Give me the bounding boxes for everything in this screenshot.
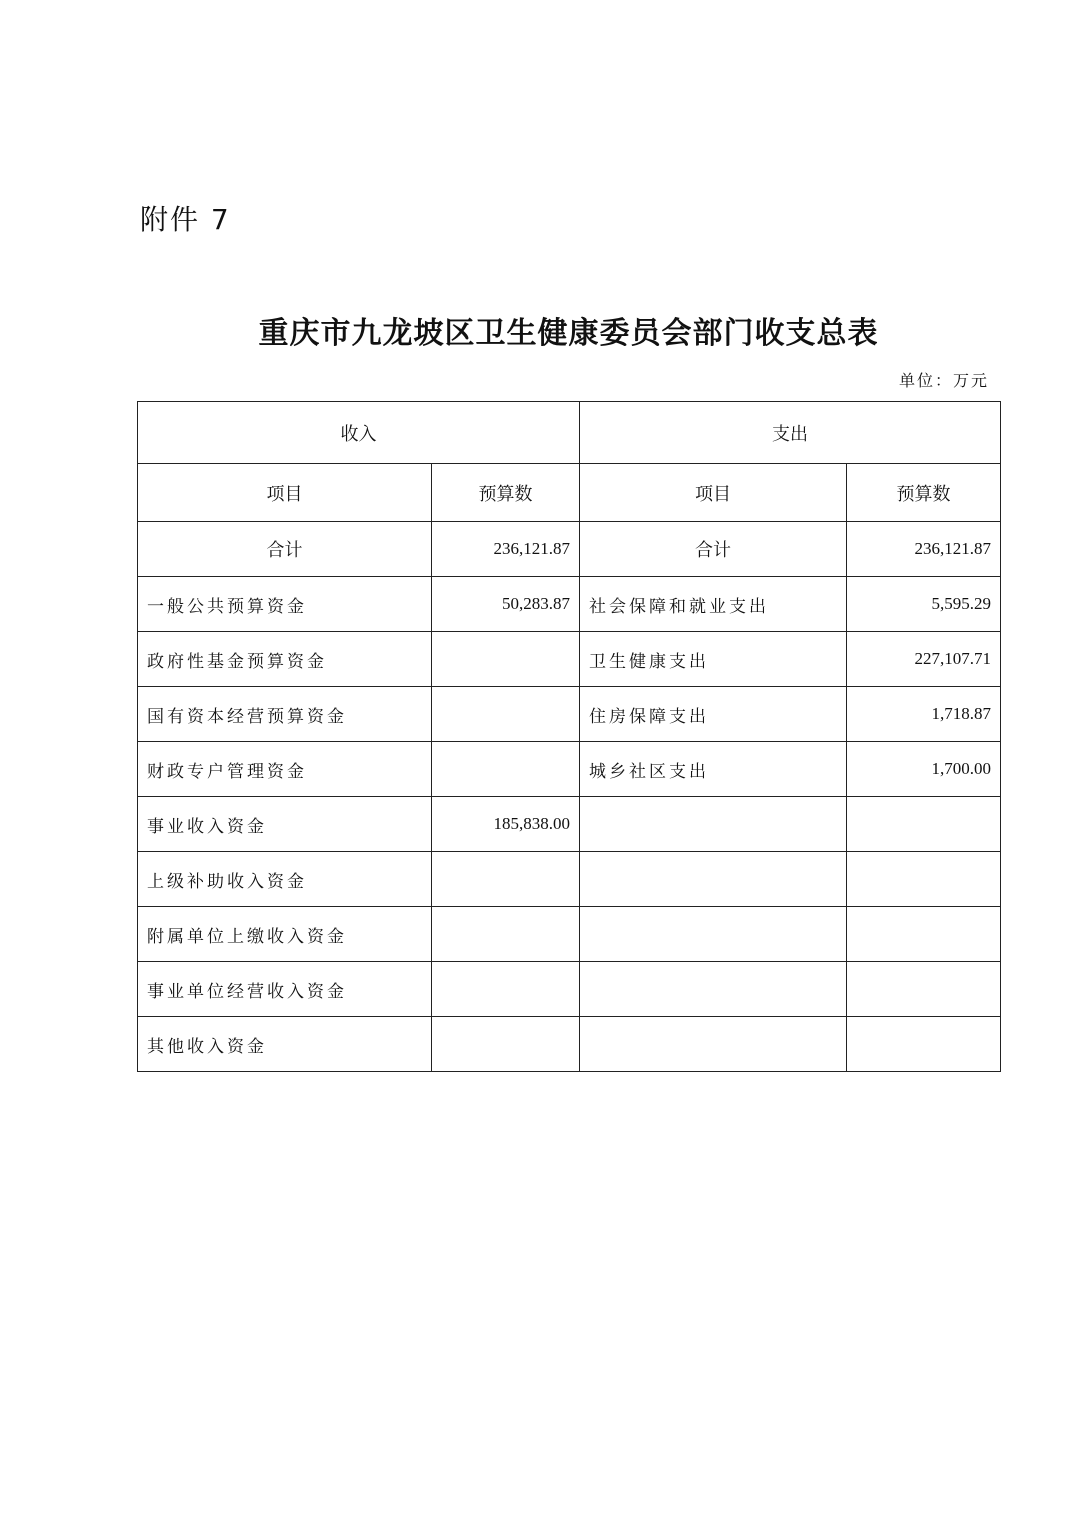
income-item: 事业收入资金: [138, 797, 432, 852]
expense-item: [580, 907, 847, 962]
table-row: [138, 962, 1001, 1017]
expense-item: 住房保障支出: [580, 687, 847, 742]
income-item: 其他收入资金: [138, 1017, 432, 1072]
table-row: [138, 907, 1001, 962]
expense-value: [847, 962, 1001, 1017]
expense-item-header: 项目: [580, 464, 847, 522]
income-value: [432, 687, 580, 742]
table-row: [138, 852, 1001, 907]
expense-value: 1,718.87: [847, 687, 1001, 742]
income-value: [432, 632, 580, 687]
expense-item: [580, 1017, 847, 1072]
expense-value: [847, 1017, 1001, 1072]
table-row: [138, 742, 1001, 797]
expense-value: 1,700.00: [847, 742, 1001, 797]
income-item: 事业单位经营收入资金: [138, 962, 432, 1017]
expense-item: [580, 962, 847, 1017]
income-value: 185,838.00: [432, 797, 580, 852]
income-item: 政府性基金预算资金: [138, 632, 432, 687]
table-row: [138, 632, 1001, 687]
income-value: [432, 962, 580, 1017]
income-value: [432, 742, 580, 797]
income-budget-header: 预算数: [432, 464, 580, 522]
expense-total-value: 236,121.87: [847, 522, 1001, 577]
income-item: 上级补助收入资金: [138, 852, 432, 907]
attachment-label: 附件 7: [140, 203, 231, 236]
income-total-value: 236,121.87: [432, 522, 580, 577]
expense-item: [580, 852, 847, 907]
expense-item: [580, 797, 847, 852]
expense-header: 支出: [580, 402, 1001, 464]
income-item: 国有资本经营预算资金: [138, 687, 432, 742]
income-item-header: 项目: [138, 464, 432, 522]
unit-label: 单位：万元: [898, 371, 989, 390]
income-item: 附属单位上缴收入资金: [138, 907, 432, 962]
budget-table: [137, 401, 1001, 1072]
expense-budget-header: 预算数: [847, 464, 1001, 522]
table-row: [138, 797, 1001, 852]
expense-value: [847, 907, 1001, 962]
page-title: 重庆市九龙坡区卫生健康委员会部门收支总表: [258, 316, 879, 351]
income-value: [432, 852, 580, 907]
expense-value: 5,595.29: [847, 577, 1001, 632]
income-total-label: 合计: [138, 522, 432, 577]
expense-value: 227,107.71: [847, 632, 1001, 687]
expense-value: [847, 852, 1001, 907]
income-value: [432, 907, 580, 962]
expense-total-label: 合计: [580, 522, 847, 577]
expense-item: 卫生健康支出: [580, 632, 847, 687]
table-row: [138, 577, 1001, 632]
group-header-row: [138, 402, 1001, 464]
income-value: 50,283.87: [432, 577, 580, 632]
table-row: [138, 1017, 1001, 1072]
expense-item: 城乡社区支出: [580, 742, 847, 797]
table-row: [138, 687, 1001, 742]
income-value: [432, 1017, 580, 1072]
income-item: 一般公共预算资金: [138, 577, 432, 632]
income-header: 收入: [138, 402, 580, 464]
expense-value: [847, 797, 1001, 852]
column-header-row: [138, 464, 1001, 522]
income-item: 财政专户管理资金: [138, 742, 432, 797]
total-row: [138, 522, 1001, 577]
expense-item: 社会保障和就业支出: [580, 577, 847, 632]
